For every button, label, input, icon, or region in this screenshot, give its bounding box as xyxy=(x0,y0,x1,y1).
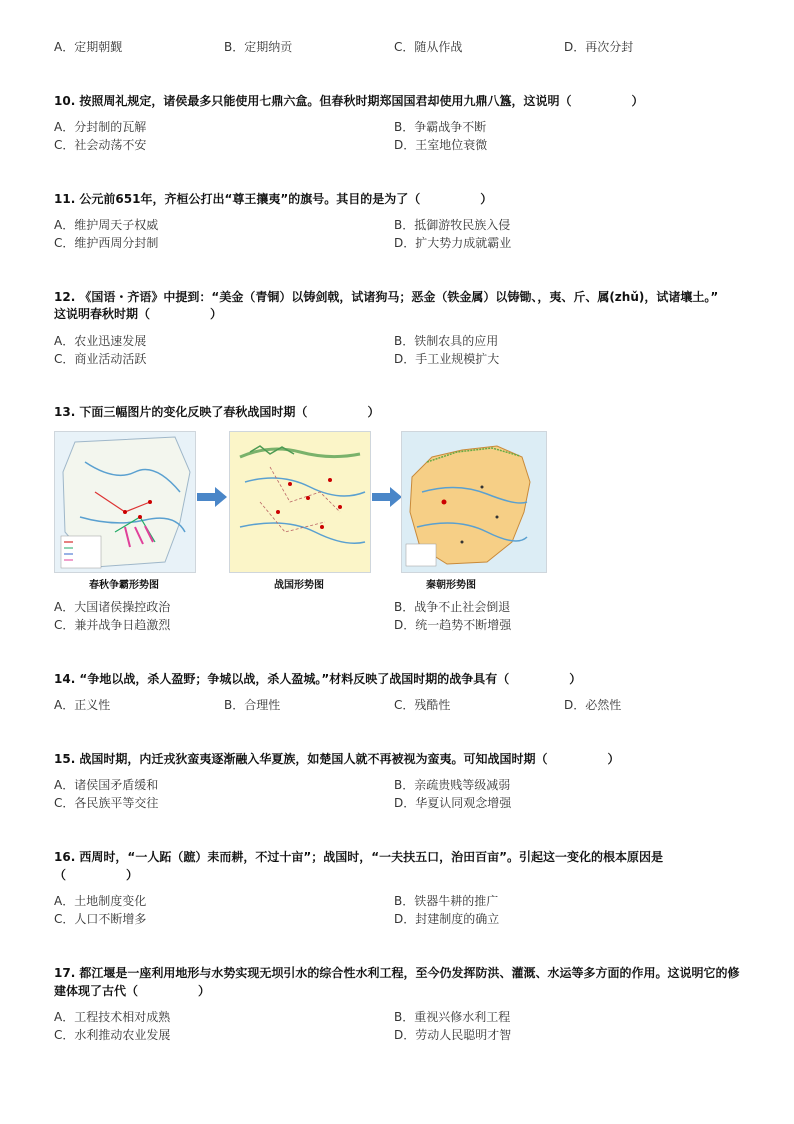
q16-option-d: D．封建制度的确立 xyxy=(394,912,500,926)
map-caption-warring-states: 战国形势图 xyxy=(274,580,324,591)
qin-dynasty-map xyxy=(401,431,547,573)
q9-option-d: D．再次分封 xyxy=(564,40,634,54)
q10-option-c: C．社会动荡不安 xyxy=(54,138,147,152)
q16-option-c: C．人口不断增多 xyxy=(54,912,147,926)
q14-stem: 14. “争地以战，杀人盈野；争城以战，杀人盈城。”材料反映了战国时期的战争具有（ ） xyxy=(54,672,582,686)
q12-option-a: A．农业迅速发展 xyxy=(54,334,147,348)
q16-stem-line2: （ ） xyxy=(54,868,139,882)
q16-option-a: A．土地制度变化 xyxy=(54,894,147,908)
q17-option-c: C．水利推动农业发展 xyxy=(54,1028,171,1042)
map-caption-qin: 秦朝形势图 xyxy=(426,580,476,591)
q9-option-b: B．定期纳贡 xyxy=(224,40,293,54)
q11-stem: 11. 公元前651年，齐桓公打出“尊王攘夷”的旗号。其目的是为了（ ） xyxy=(54,192,493,206)
q10-option-b: B．争霸战争不断 xyxy=(394,120,487,134)
q14-option-a: A．正义性 xyxy=(54,698,111,712)
q15-option-b: B．亲疏贵贱等级减弱 xyxy=(394,778,511,792)
q12-option-c: C．商业活动活跃 xyxy=(54,352,147,366)
q14-option-b: B．合理性 xyxy=(224,698,281,712)
q12-option-b: B．铁制农具的应用 xyxy=(394,334,499,348)
q15-option-c: C．各民族平等交往 xyxy=(54,796,159,810)
q12-stem-line1: 12. 《国语・齐语》中提到：“美金（青铜）以铸剑戟，试诸狗马；恶金（铁金属）以铸锄、，夷、斤、属(zhǔ)，试诸壤土。” xyxy=(54,290,719,304)
q10-option-a: A．分封制的瓦解 xyxy=(54,120,147,134)
q16-option-b: B．铁器牛耕的推广 xyxy=(394,894,499,908)
q17-option-a: A．工程技术相对成熟 xyxy=(54,1010,171,1024)
q11-option-d: D．扩大势力成就霸业 xyxy=(394,236,512,250)
map-caption-spring-autumn: 春秋争霸形势图 xyxy=(89,580,159,591)
q13-option-c: C．兼并战争日趋激烈 xyxy=(54,618,171,632)
q17-stem-line2: 建体现了古代（ ） xyxy=(54,984,211,998)
spring-autumn-map-graphic xyxy=(55,432,195,572)
q12-stem-line2: 这说明春秋时期（ ） xyxy=(54,307,223,321)
q9-option-c: C．随从作战 xyxy=(394,40,463,54)
q15-option-d: D．华夏认同观念增强 xyxy=(394,796,512,810)
spring-autumn-map xyxy=(54,431,196,573)
q15-stem: 15. 战国时期，内迁戎狄蛮夷逐渐融入华夏族，如楚国人就不再被视为蛮夷。可知战国时期（ ） xyxy=(54,752,620,766)
q13-option-a: A．大国诸侯操控政治 xyxy=(54,600,171,614)
q10-stem: 10. 按照周礼规定，诸侯最多只能使用七鼎六盒。但春秋时期郑国国君却使用九鼎八簋，这说明（ ） xyxy=(54,94,644,108)
q11-option-a: A．维护周天子权威 xyxy=(54,218,159,232)
qin-dynasty-map-graphic xyxy=(402,432,546,572)
q14-option-d: D．必然性 xyxy=(564,698,622,712)
q13-stem: 13. 下面三幅图片的变化反映了春秋战国时期（ ） xyxy=(54,405,380,419)
q16-stem-line1: 16. 西周时，“一人跖（蹠）耒而耕，不过十亩”；战国时，“一夫扶五口，治田百亩”。引起这一变化的根本原因是 xyxy=(54,850,663,864)
q17-stem-line1: 17. 都江堰是一座利用地形与水势实现无坝引水的综合性水利工程，至今仍发挥防洪、灌溉、水运等多方面的作用。这说明它的修 xyxy=(54,966,740,980)
q11-option-c: C．维护西周分封制 xyxy=(54,236,159,250)
q9-option-a: A．定期朝觐 xyxy=(54,40,123,54)
warring-states-map xyxy=(229,431,371,573)
warring-states-map-graphic xyxy=(230,432,370,572)
q15-option-a: A．诸侯国矛盾缓和 xyxy=(54,778,159,792)
q17-option-b: B．重视兴修水利工程 xyxy=(394,1010,511,1024)
q13-option-b: B．战争不止社会倒退 xyxy=(394,600,511,614)
q12-option-d: D．手工业规模扩大 xyxy=(394,352,500,366)
q14-option-c: C．残酷性 xyxy=(394,698,451,712)
q10-option-d: D．王室地位衰微 xyxy=(394,138,488,152)
q11-option-b: B．抵御游牧民族入侵 xyxy=(394,218,511,232)
q13-option-d: D．统一趋势不断增强 xyxy=(394,618,512,632)
q17-option-d: D．劳动人民聪明才智 xyxy=(394,1028,512,1042)
